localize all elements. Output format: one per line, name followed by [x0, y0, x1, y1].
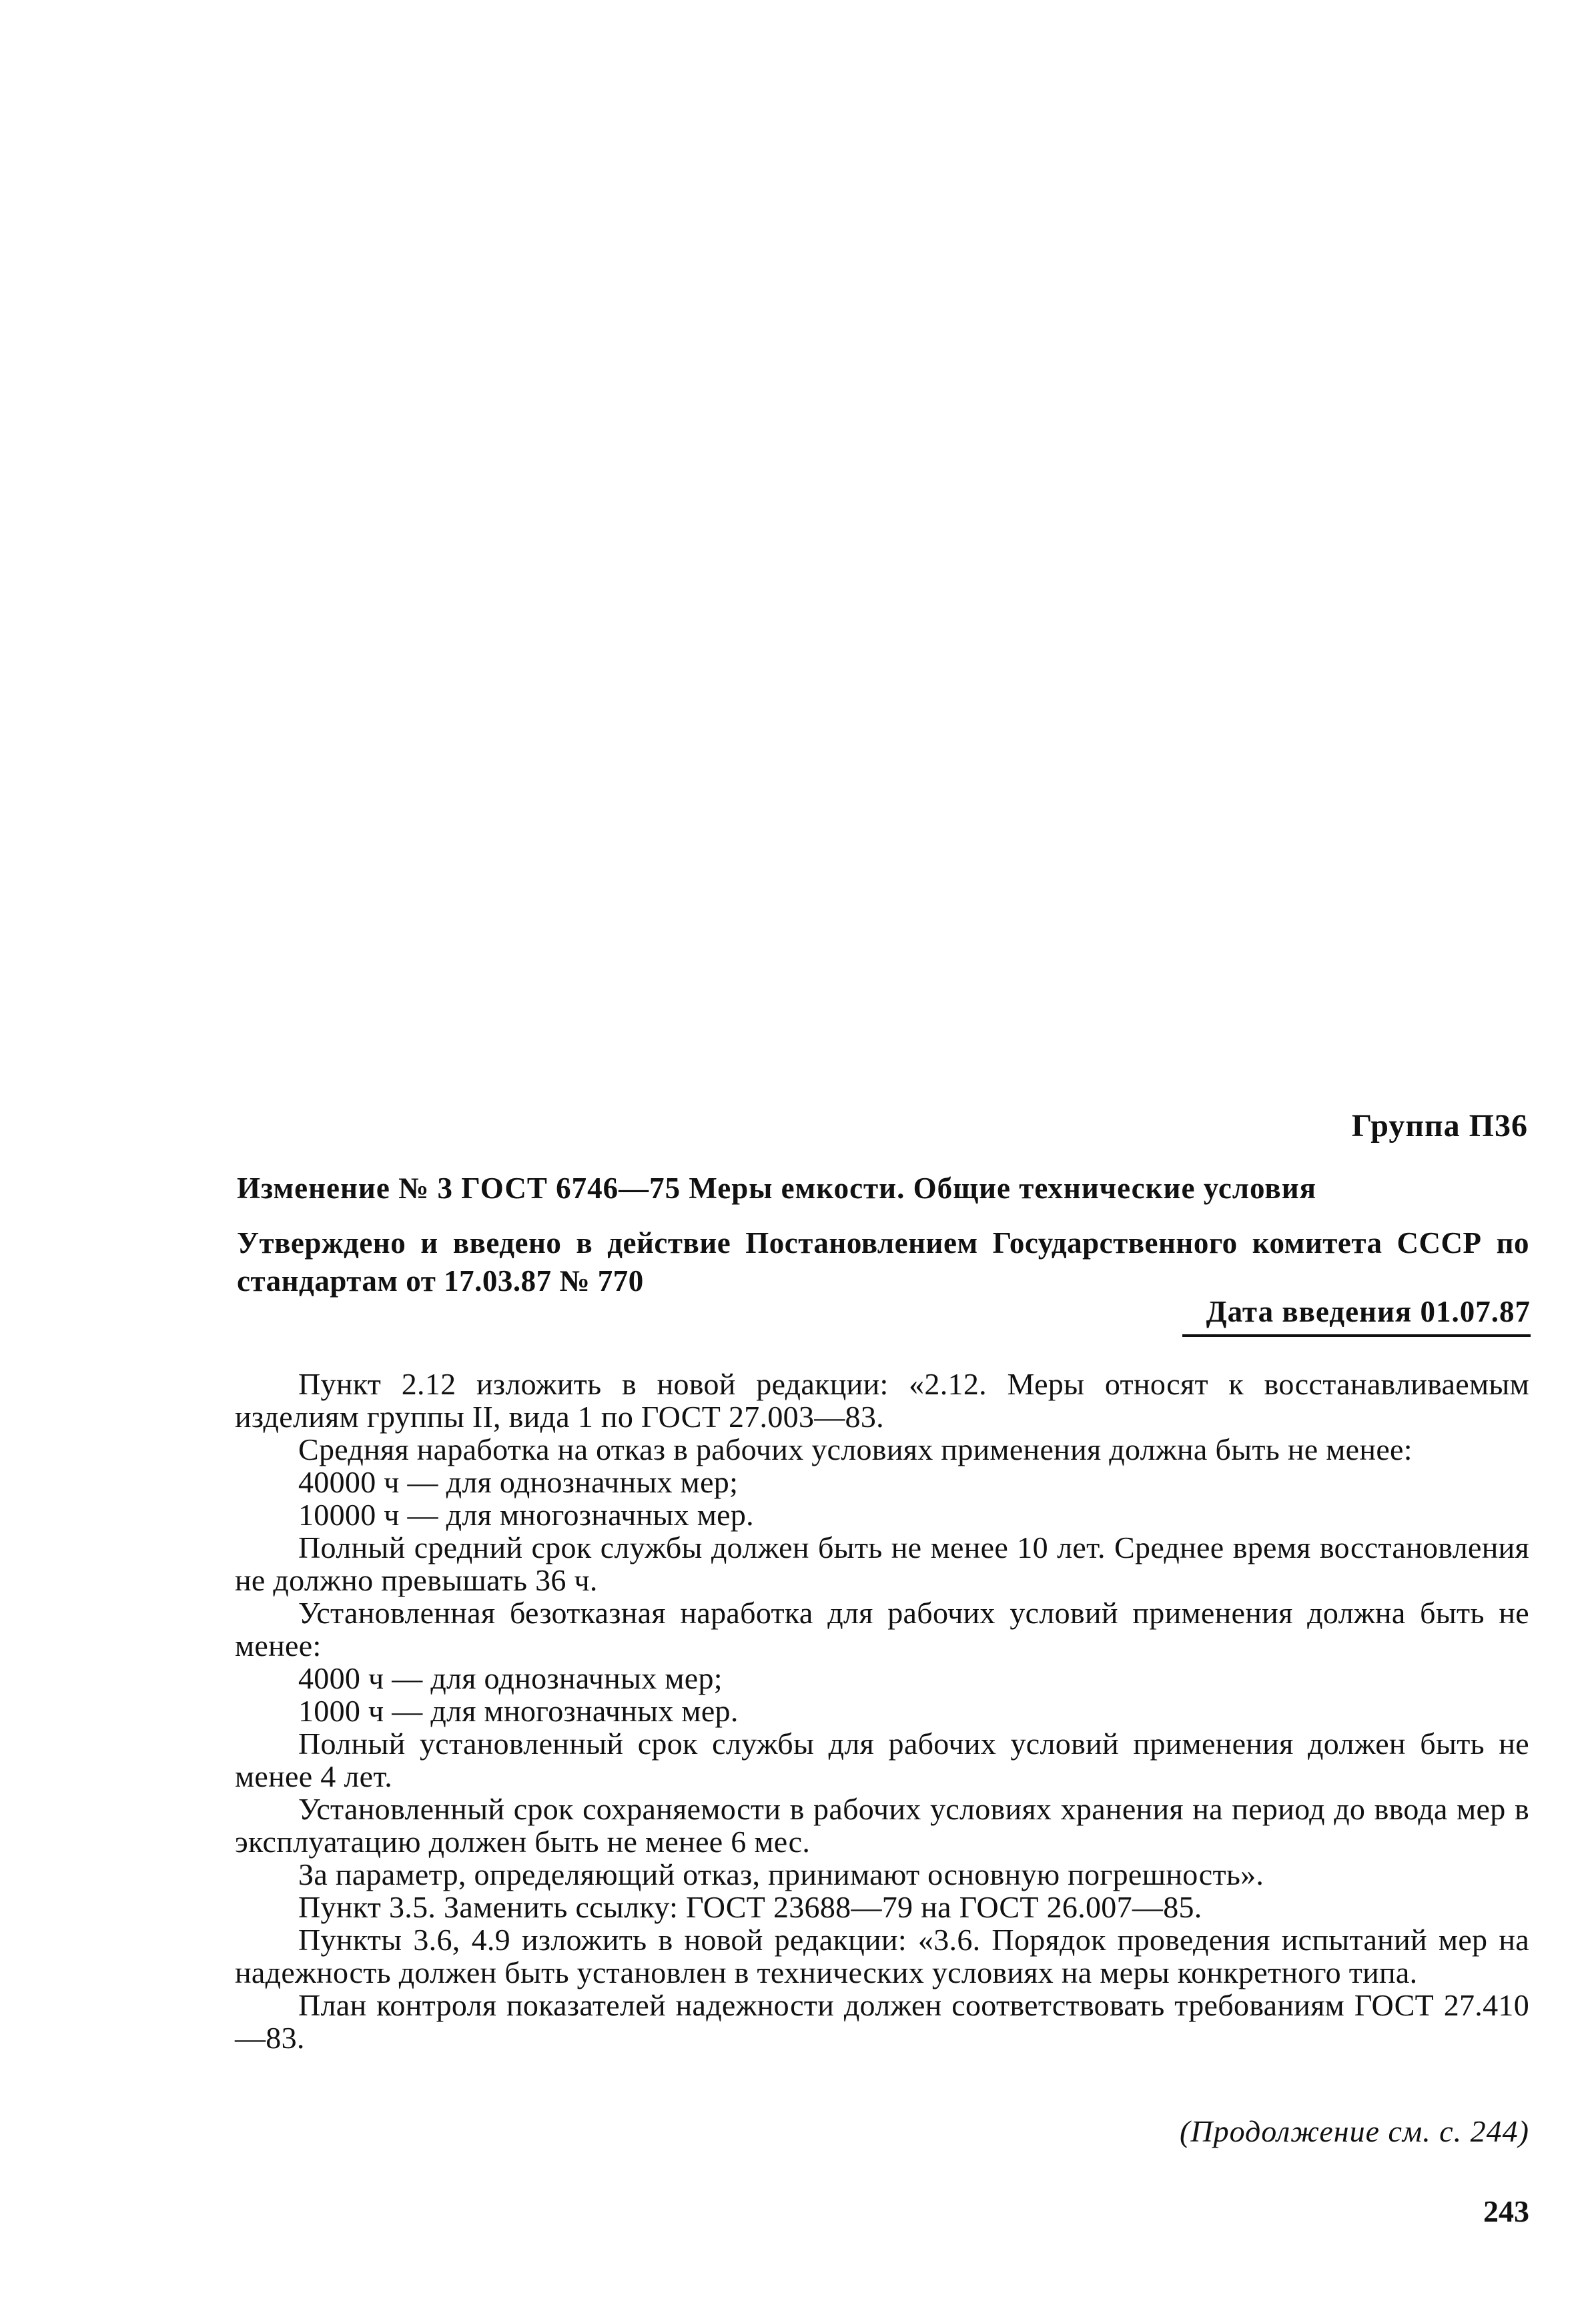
paragraph: Пункты 3.6, 4.9 изложить в новой редакции: «3.6. Порядок проведения испытаний мер на надежность должен быть установлен в технических условиях на меры конкретного типа. — [235, 1923, 1529, 1989]
paragraph: Пункт 3.5. Заменить ссылку: ГОСТ 23688—79 на ГОСТ 26.007—85. — [298, 1890, 1202, 1924]
amendment-body — [235, 1368, 1529, 2054]
paragraph: 4000 ч — для однозначных мер; — [298, 1661, 723, 1695]
paragraph: Средняя наработка на отказ в рабочих условиях применения должна быть не менее: — [298, 1432, 1413, 1466]
document-title: Изменение № 3 ГОСТ 6746—75 Меры емкости. Общие технические условия — [237, 1172, 1316, 1205]
introduction-date — [1206, 1294, 1531, 1333]
page-number: 243 — [1483, 2194, 1529, 2228]
introduction-date-text: Дата введения 01.07.87 — [1206, 1295, 1531, 1328]
paragraph: Пункт 2.12 изложить в новой редакции: «2.12. Меры относят к восстанавливаемым изделиям группы II, вида 1 по ГОСТ 27.003—83. — [235, 1367, 1529, 1434]
continuation-note: (Продолжение см. с. 244) — [1180, 2114, 1529, 2148]
paragraph: Установленная безотказная наработка для рабочих условий применения должна быть не менее: — [235, 1596, 1529, 1663]
introduction-date-underline — [1182, 1334, 1531, 1337]
group-label: Группа П36 — [1351, 1108, 1528, 1143]
paragraph: Полный установленный срок службы для рабочих условий применения должен быть не менее 4 лет. — [235, 1727, 1529, 1793]
paragraph: Полный средний срок службы должен быть не менее 10 лет. Среднее время восстановления не должно превышать 36 ч. — [235, 1530, 1529, 1597]
paragraph: План контроля показателей надежности должен соответствовать требованиям ГОСТ 27.410—83. — [235, 1988, 1529, 2055]
paragraph: 40000 ч — для однозначных мер; — [298, 1465, 739, 1499]
paragraph: 1000 ч — для многозначных мер. — [298, 1694, 739, 1728]
paragraph: Установленный срок сохраняемости в рабочих условиях хранения на период до ввода мер в эксплуатацию должен быть не менее 6 мес. — [235, 1792, 1529, 1859]
paragraph: 10000 ч — для многозначных мер. — [298, 1498, 754, 1532]
approval-statement: Утверждено и введено в действие Постановлением Государственного комитета СССР по стандартам от 17.03.87 № 770 — [237, 1226, 1529, 1298]
paragraph: За параметр, определяющий отказ, принимают основную погрешность». — [298, 1857, 1264, 1891]
